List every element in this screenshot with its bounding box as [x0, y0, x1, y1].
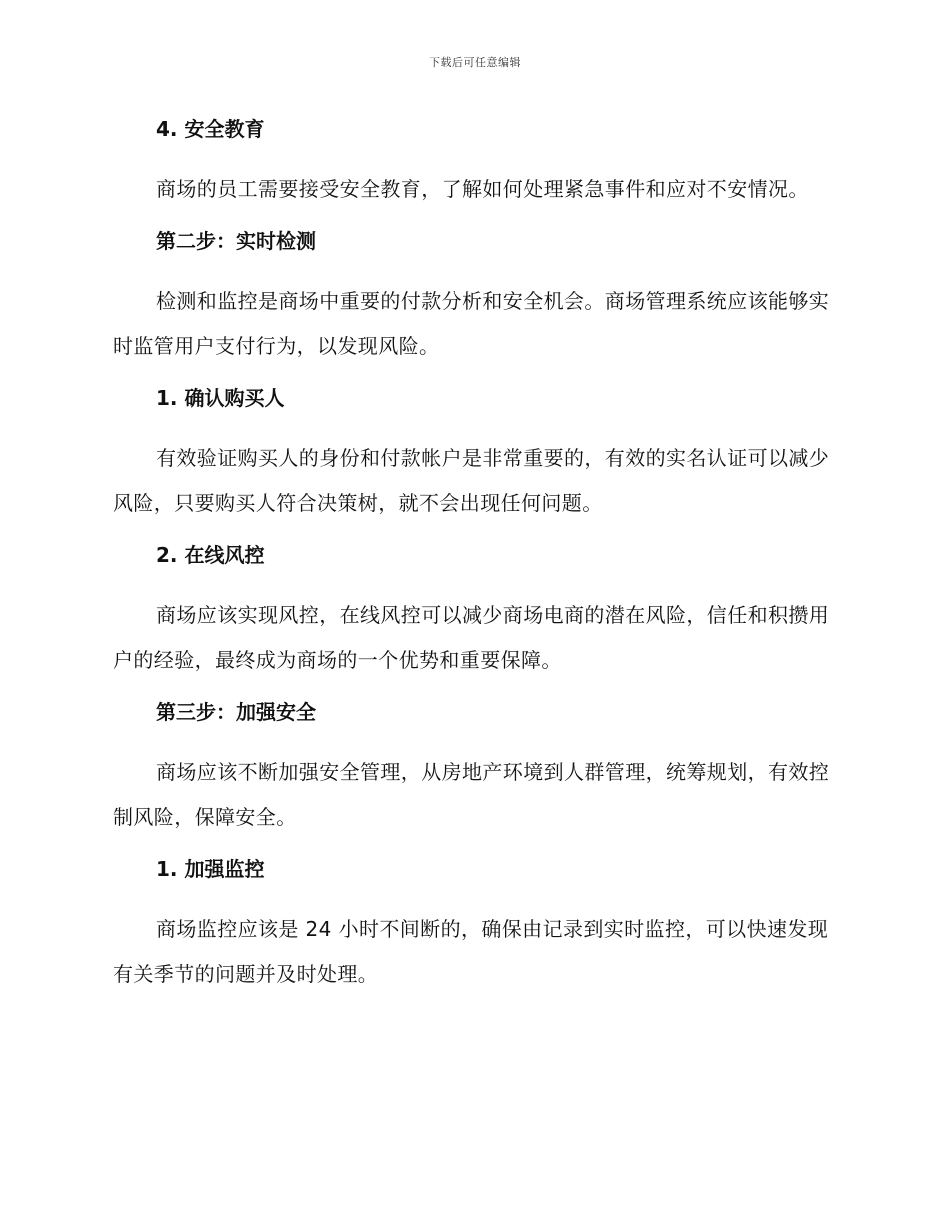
step-heading-realtime-detection: 第二步：实时检测 — [156, 229, 316, 253]
section-heading-strengthen-monitoring: 1. 加强监控 — [156, 857, 265, 881]
paragraph-strengthen-security: 商场应该不断加强安全管理，从房地产环境到人群管理，统筹规划，有效控制风险，保障安全。 — [113, 760, 830, 829]
section-heading-safety-education: 4. 安全教育 — [156, 117, 265, 141]
paragraph-confirm-buyer: 有效验证购买人的身份和付款帐户是非常重要的，有效的实名认证可以减少风险，只要购买人符合决策树，就不会出现任何问题。 — [113, 446, 830, 515]
paragraph-strengthen-monitoring: 商场监控应该是 24 小时不间断的，确保由记录到实时监控，可以快速发现有关季节的问题并及时处理。 — [113, 917, 829, 986]
paragraph-online-risk-control: 商场应该实现风控，在线风控可以减少商场电商的潜在风险，信任和积攒用户的经验，最终成为商场的一个优势和重要保障。 — [113, 603, 830, 672]
paragraph-realtime-detection: 检测和监控是商场中重要的付款分析和安全机会。商场管理系统应该能够实时监管用户支付行为，以发现风险。 — [113, 289, 830, 358]
page-header-note: 下载后可任意编辑 — [429, 56, 521, 69]
section-heading-online-risk-control: 2. 在线风控 — [156, 543, 265, 567]
step-heading-strengthen-security: 第三步：加强安全 — [156, 700, 316, 724]
document-body — [113, 113, 833, 997]
paragraph-safety-education: 商场的员工需要接受安全教育，了解如何处理紧急事件和应对不安情况。 — [156, 177, 809, 201]
section-heading-confirm-buyer: 1. 确认购买人 — [156, 386, 285, 410]
